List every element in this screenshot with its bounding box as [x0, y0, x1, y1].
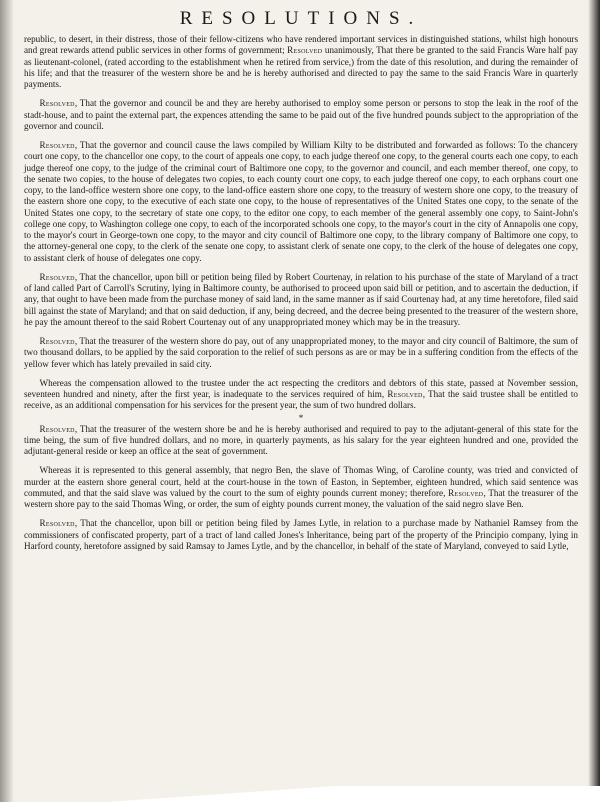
- resolution-text: , That the governor and council cause the laws compiled by William Kilty to be distributed and forwarded as follows: To the chancery court one copy, to the chancellor one copy, to the court of appeals one copy, to each judge thereof one copy, to the general courts each one copy, to each judge thereof one copy, to the judge of the criminal court of Baltimore one copy, to the governor and council, and each member thereof, one copy, to the senate two copies, to the house of delegates two copies, to each county court one copy, to each judge thereof one copy, to each orphans court one copy, to the land-office western shore one copy, to the land-office eastern shore one copy, to the treasury of western shore one copy, to the treasury of the eastern shore one copy, to the executive of each state one copy, to the house of representatives of the United States one copy, to the senate of the United States one copy, to the secretary of state one copy, to the editor one copy, to each member of the general assembly one copy, to Saint-John's college one copy, to Washington college one copy, to each of the incorporated schools one copy, to the mayor's court in the city of Annapolis one copy, to the mayor's court in George-town one copy, to the mayor and city council of Baltimore one copy, to the library company of Baltimore one copy, to the attorney-general one copy, to the clerk of the senate one copy, to assistant clerk of senate one copy, to the clerk of the house of delegates one copy, to assistant clerk of house of delegates one copy.: [24, 140, 578, 263]
- torn-page-edge: [0, 786, 600, 802]
- resolved-word: Resolved: [39, 98, 75, 109]
- resolution-text: , That the treasurer of the western shore be and he is hereby authorised and required to pay to the adjutant-general of this state for the time being, the sum of five hundred dollars, and no more, in quarterly payments, as his salary for the year eighteen hundred and one, provided the adjutant-general reside or keep an office at the seat of government.: [24, 423, 578, 456]
- continued-text: republic, to desert, in their distress, those of their fellow-citizens who have rendered important services in distinguished stations, whilst high honours and great rewards attend public services in other forms of government;: [24, 34, 578, 56]
- resolution-text: , That the chancellor, upon bill or petition being filed by Robert Courtenay, in relation to his purchase of the state of Maryland of a tract of land called Part of Carroll's Scrutiny, lying in Baltimore county, be authorised to proceed upon said bill or petition, and to ascertain the deduction, if any, that ought to have been made from the purchase money of said land, in the same manner as if said Courtenay had, at any time heretofore, filed said bill against the state of Maryland; and that on said deduction, if any, being decreed, and the decree being presented to the treasurer of the western shore, he pay the amount thereof to the said Robert Courtenay out of any unappropriated money which may be in the treasury.: [24, 271, 578, 327]
- resolved-word: Resolved: [387, 389, 423, 399]
- resolution-paragraph: [24, 518, 578, 552]
- resolution-text: , That the said trustee shall be entitled to receive, as an additional compensation for his services for the present year, the sum of two hundred dollars.: [24, 389, 578, 411]
- resolution-text: , That the chancellor, upon bill or petition being filed by James Lytle, in relation to a purchase made by Nathaniel Ramsey from the commissioners of confiscated property, part of a tract of land called Jones's Inheritance, being part of the property of the Principio company, lying in Harford county, heretofore assigned by said Ramsay to James Lytle, and by the chancellor, in behalf of the state of Maryland, conveyed to said Lytle,: [24, 518, 578, 551]
- whereas-text: Whereas the compensation allowed to the trustee under the act respecting the creditors and debtors of this state, passed at November session, seventeen hundred and ninety, after the first year, is inadequate to the services required of him,: [24, 377, 578, 399]
- resolved-word: Resolved: [39, 140, 75, 150]
- resolution-paragraph: [24, 378, 578, 412]
- resolution-paragraph: [24, 34, 578, 90]
- resolution-paragraph: [24, 424, 578, 458]
- resolved-word: Resolved: [39, 423, 75, 434]
- resolved-word: Resolved: [287, 45, 323, 56]
- resolution-text: , That the treasurer of the western shore pay to the said Thomas Wing, or order, the sum of eighty pounds current money, the valuation of the said negro slave Ben.: [24, 487, 579, 509]
- resolved-word: Resolved: [39, 518, 75, 529]
- resolution-text: unanimously, That there be granted to the said Francis Ware half pay as lieutenant-colonel, (rated according to the establishment when he retired from service,) from the date of this resolution, and during the remainder of his life; and that the treasurer of the western shore be and he is hereby authorised and directed to pay the same to the said Francis Ware in quarterly payments.: [24, 45, 578, 89]
- resolution-paragraph: [24, 272, 578, 328]
- resolution-text: , That the treasurer of the western shore do pay, out of any unappropriated money, to the mayor and city council of Baltimore, the sum of two thousand dollars, to be applied by the said corporation to the relief of such persons as are or may be in a suffering condition from the effects of the yellow fever which has lately prevailed in said city.: [24, 336, 578, 369]
- resolution-paragraph: [24, 98, 578, 132]
- page-title: RESOLUTIONS.: [179, 8, 423, 29]
- resolution-paragraph: [24, 140, 578, 264]
- whereas-text: Whereas it is represented to this general assembly, that negro Ben, the slave of Thomas Wing, of Caroline county, was tried and convicted of murder at the eastern shore general court, held at the court-house in the town of Easton, in September, eighteen hundred, which said sentence was commuted, and that the said slave was valued by the court to the sum of eighty pounds current money; therefore,: [24, 465, 578, 498]
- printer-mark: *: [298, 412, 304, 423]
- resolution-text: , That the governor and council be and they are hereby authorised to employ some person or persons to stop the leak in the roof of the stadt-house, and to paint the external part, the expences attending the same to be paid out of the five hundred pounds subject to the appropriation of the governor and council.: [24, 98, 578, 131]
- resolved-word: Resolved: [448, 487, 484, 498]
- resolution-paragraph: [24, 465, 578, 510]
- resolved-word: Resolved: [39, 336, 75, 346]
- resolved-word: Resolved: [39, 271, 75, 282]
- resolution-paragraph: [24, 336, 578, 370]
